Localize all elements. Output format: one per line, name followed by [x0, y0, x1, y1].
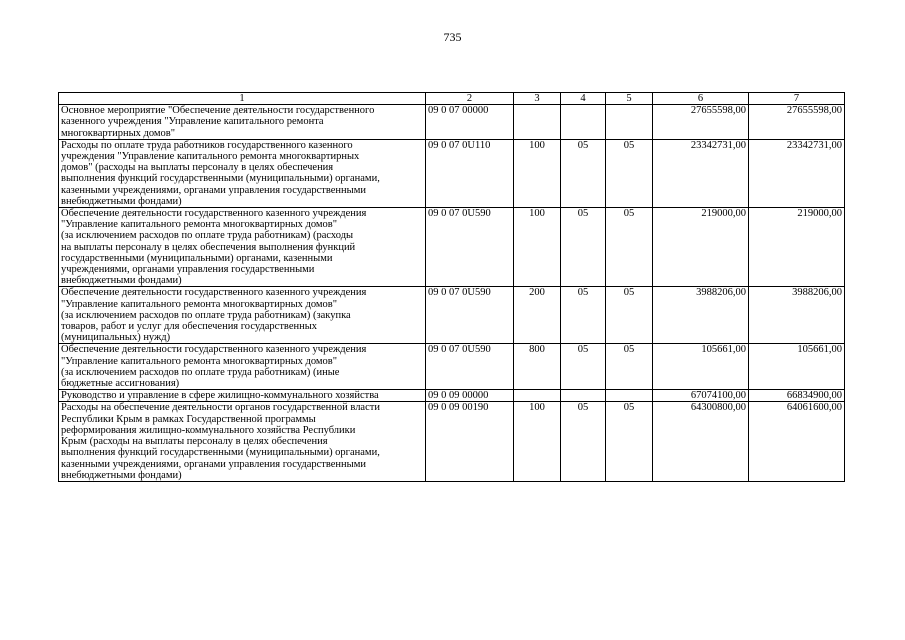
- row-amount-cell: 64300800,00: [653, 402, 749, 481]
- column-header: 3: [514, 93, 561, 105]
- column-header: 7: [749, 93, 845, 105]
- row-name-line: учреждениями, органами управления государственными: [61, 264, 315, 276]
- row-subsection-cell: [606, 105, 653, 140]
- table-row: [59, 344, 845, 390]
- row-amount-cell: 67074100,00: [653, 390, 749, 402]
- row-name-line: Основное мероприятие "Обеспечение деятельности государственного: [61, 105, 375, 117]
- row-subsection-cell: 05: [606, 344, 653, 390]
- column-header: 2: [426, 93, 514, 105]
- row-name-line: (муниципальных) нужд): [61, 332, 171, 344]
- row-name-line: внебюджетными фондами): [61, 275, 182, 287]
- row-amount-cell: 27655598,00: [749, 105, 845, 140]
- row-code-cell: 09 0 07 00000: [426, 105, 514, 140]
- column-header: 1: [59, 93, 426, 105]
- row-name-cell: [59, 208, 426, 287]
- row-amount-cell: 219000,00: [749, 208, 845, 287]
- row-name-line: (за исключением расходов по оплате труда работникам) (расходы: [61, 230, 354, 242]
- row-expense-type-cell: 100: [514, 139, 561, 207]
- page-number: 735: [443, 30, 462, 44]
- row-expense-type-cell: 100: [514, 208, 561, 287]
- row-name-line: Крым (расходы на выплаты персоналу в целях обеспечения: [61, 436, 328, 448]
- column-header: 5: [606, 93, 653, 105]
- row-name-line: на выплаты персоналу в целях обеспечения выполнения функций: [61, 241, 356, 253]
- row-expense-type-cell: [514, 105, 561, 140]
- row-amount-cell: 64061600,00: [749, 402, 845, 481]
- row-expense-type-cell: 800: [514, 344, 561, 390]
- row-amount-cell: 23342731,00: [653, 139, 749, 207]
- row-name-cell: [59, 105, 426, 140]
- row-name-cell: [59, 390, 426, 402]
- row-amount-cell: 219000,00: [653, 208, 749, 287]
- row-name-line: выполнения функций государственными (муниципальными) органами,: [61, 447, 380, 459]
- row-name-line: "Управление капитального ремонта многоквартирных домов": [61, 355, 338, 367]
- row-name-line: товаров, работ и услуг для обеспечения государственных: [61, 321, 318, 333]
- row-section-cell: 05: [561, 287, 606, 344]
- row-subsection-cell: 05: [606, 208, 653, 287]
- row-name-cell: [59, 402, 426, 481]
- table-row: [59, 287, 845, 344]
- row-amount-cell: 27655598,00: [653, 105, 749, 140]
- column-header: 4: [561, 93, 606, 105]
- budget-table: [58, 92, 845, 482]
- row-name-line: внебюджетными фондами): [61, 469, 182, 481]
- row-expense-type-cell: 100: [514, 402, 561, 481]
- row-name-line: Обеспечение деятельности государственного казенного учреждения: [61, 208, 367, 220]
- row-name-line: казенными учреждениями, органами управления государственными: [61, 458, 366, 470]
- row-amount-cell: 66834900,00: [749, 390, 845, 402]
- row-amount-cell: 3988206,00: [653, 287, 749, 344]
- row-name-cell: [59, 344, 426, 390]
- row-amount-cell: 23342731,00: [749, 139, 845, 207]
- row-name-line: реформирования жилищно-коммунального хозяйства Республики: [61, 424, 356, 436]
- row-name-line: (за исключением расходов по оплате труда работникам) (иные: [61, 366, 340, 378]
- row-section-cell: [561, 390, 606, 402]
- row-name-line: Обеспечение деятельности государственного казенного учреждения: [61, 344, 367, 356]
- table-row: [59, 105, 845, 140]
- row-code-cell: 09 0 09 00190: [426, 402, 514, 481]
- row-name-line: (за исключением расходов по оплате труда работникам) (закупка: [61, 309, 351, 321]
- row-code-cell: 09 0 09 00000: [426, 390, 514, 402]
- table-row: [59, 208, 845, 287]
- row-section-cell: 05: [561, 208, 606, 287]
- row-name-cell: [59, 139, 426, 207]
- row-subsection-cell: 05: [606, 402, 653, 481]
- table-row: [59, 402, 845, 481]
- row-section-cell: 05: [561, 139, 606, 207]
- row-name-line: государственными (муниципальными) органами, казенными: [61, 252, 333, 264]
- row-name-line: Расходы на обеспечение деятельности органов государственной власти: [61, 402, 380, 414]
- row-subsection-cell: [606, 390, 653, 402]
- row-code-cell: 09 0 07 0U110: [426, 139, 514, 207]
- row-name-line: Обеспечение деятельности государственного казенного учреждения: [61, 287, 367, 299]
- row-subsection-cell: 05: [606, 139, 653, 207]
- row-name-line: Республики Крым в рамках Государственной программы: [61, 413, 316, 425]
- row-section-cell: 05: [561, 344, 606, 390]
- row-section-cell: 05: [561, 402, 606, 481]
- row-code-cell: 09 0 07 0U590: [426, 208, 514, 287]
- table-row: [59, 390, 845, 402]
- row-name-line: Руководство и управление в сфере жилищно-коммунального хозяйства: [61, 390, 379, 402]
- row-name-line: "Управление капитального ремонта многоквартирных домов": [61, 298, 338, 310]
- row-expense-type-cell: [514, 390, 561, 402]
- row-amount-cell: 105661,00: [749, 344, 845, 390]
- row-name-line: Расходы по оплате труда работников государственного казенного: [61, 139, 353, 151]
- column-header: 6: [653, 93, 749, 105]
- row-name-line: выполнения функций государственными (муниципальными) органами,: [61, 173, 380, 185]
- row-name-line: бюджетные ассигнования): [61, 378, 180, 390]
- row-expense-type-cell: 200: [514, 287, 561, 344]
- row-name-cell: [59, 287, 426, 344]
- row-name-line: учреждения "Управление капитального ремонта многоквартирных: [61, 151, 360, 163]
- table-row: [59, 139, 845, 207]
- row-name-line: "Управление капитального ремонта многоквартирных домов": [61, 219, 338, 231]
- table-header-row: [59, 93, 845, 105]
- row-amount-cell: 105661,00: [653, 344, 749, 390]
- row-name-line: многоквартирных домов": [61, 127, 176, 139]
- row-code-cell: 09 0 07 0U590: [426, 344, 514, 390]
- row-name-line: казенными учреждениями, органами управления государственными: [61, 184, 366, 196]
- row-name-line: домов" (расходы на выплаты персоналу в целях обеспечения: [61, 162, 334, 174]
- row-name-line: казенного учреждения "Управление капитального ремонта: [61, 116, 324, 128]
- row-amount-cell: 3988206,00: [749, 287, 845, 344]
- row-name-line: внебюджетными фондами): [61, 195, 182, 207]
- row-code-cell: 09 0 07 0U590: [426, 287, 514, 344]
- row-section-cell: [561, 105, 606, 140]
- row-subsection-cell: 05: [606, 287, 653, 344]
